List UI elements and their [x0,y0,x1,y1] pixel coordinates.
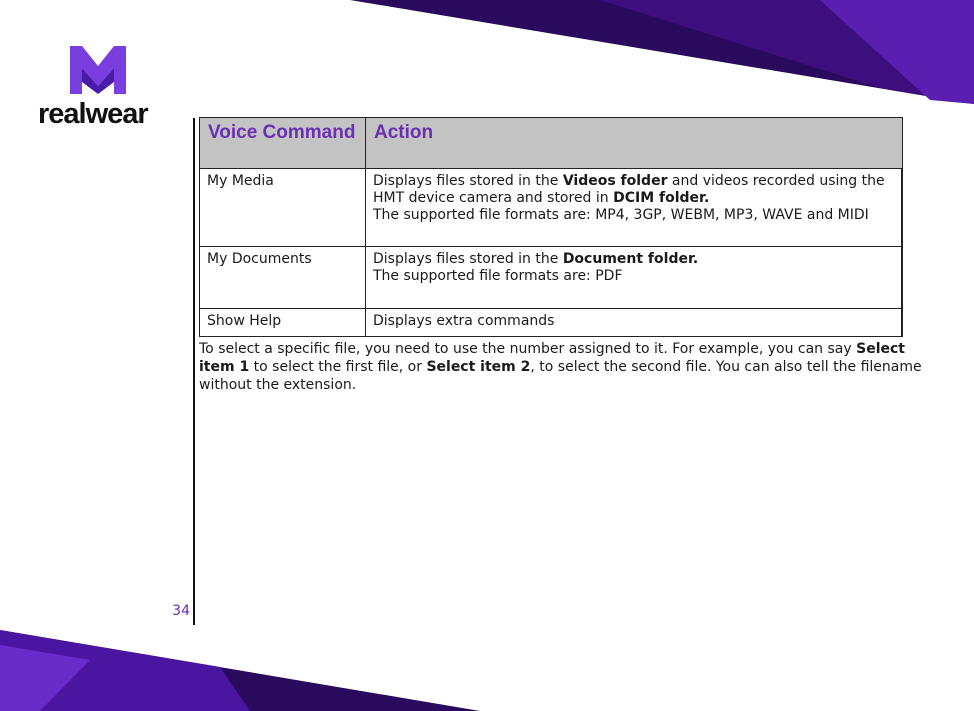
command-cell: My Documents [200,247,366,309]
margin-rule [193,118,195,625]
table-row [200,169,903,247]
selection-instructions [199,340,934,394]
page-number: 34 [172,603,190,619]
column-header-action: Action [366,118,903,169]
action-cell [366,169,903,247]
brand-wordmark: realwear [38,98,148,130]
action-text: The supported file formats are: PDF [373,268,623,284]
table-header-row [200,118,903,169]
realwear-logo-mark [70,46,126,94]
paragraph-text: to select the first file, or [249,359,427,375]
table-row [200,247,903,309]
table-row [200,309,903,337]
command-cell: My Media [200,169,366,247]
action-text: and videos recorded using the HMT device camera and stored in [373,173,885,206]
action-text: Displays files stored in the [373,251,563,267]
paragraph-text: To select a specific file, you need to use the number assigned to it. For example, you can say [199,341,857,357]
voice-command-table [199,117,903,337]
action-text: Displays files stored in the [373,173,563,189]
paragraph-text: , to select the second file. You can also tell the filename without the extension. [199,359,922,393]
action-bold-text: Videos folder [562,173,668,189]
action-cell [366,309,903,337]
action-text: Displays extra commands [373,313,555,329]
action-text: The supported file formats are: MP4, 3GP, WEBM, MP3, WAVE and MIDI [373,207,869,223]
command-select-item-2: Select item 2 [426,359,531,375]
action-bold-text: Document folder. [562,251,699,267]
column-header-voice-command: Voice Command [200,118,366,169]
command-cell: Show Help [200,309,366,337]
action-bold-text: DCIM folder. [613,190,710,206]
action-cell [366,247,903,309]
command-select-item-1: Select item 1 [199,341,905,375]
